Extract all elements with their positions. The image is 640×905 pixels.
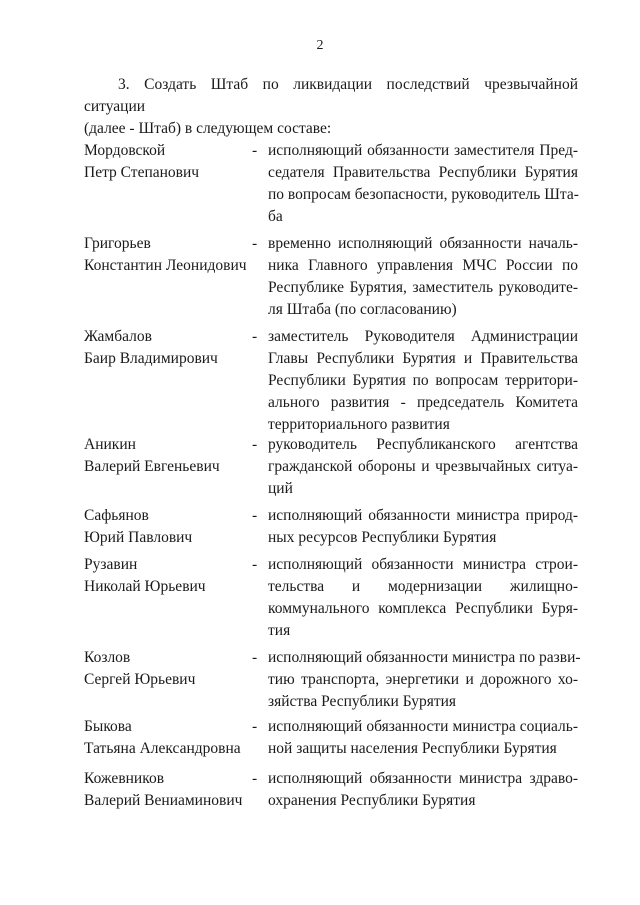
member-name [84,326,254,370]
member-name [84,233,254,277]
role-line: ального развития - председатель Комитета [268,394,578,411]
page-number: 2 [316,38,324,53]
intro-line-1: 3. Создать Штаб по ликвидации последствий чрезвычайной ситуации [84,76,578,115]
member-role [268,716,578,760]
member-dash: - [252,649,258,666]
role-line: по вопросам безопасности, руководитель Шта- [268,186,579,203]
member-name [84,554,254,598]
member-role [268,647,581,713]
role-line: охранения Республики Бурятия [268,792,476,809]
role-line: заместитель Руководителя Администрации [268,328,578,345]
role-line: ных ресурсов Республики Бурятия [268,529,497,546]
role-line: тельства и модернизации жилищно- [268,578,578,595]
member-role [268,233,578,321]
role-line: исполняющий обязанности заместителя Пред- [268,142,578,159]
role-line: исполняющий обязанности министра здраво- [268,770,578,787]
role-line: руководитель Республиканского агентства [268,436,578,453]
member-dash: - [252,328,258,345]
member-role [268,554,578,642]
member-dash: - [252,507,258,524]
member-role [268,768,578,812]
member-name [84,768,254,812]
member-surname: Рузавин [84,556,138,573]
member-dash: - [252,235,258,252]
member-given-names: Николай Юрьевич [84,578,206,595]
member-given-names: Валерий Евгеньевич [84,458,220,475]
member-dash: - [252,556,258,573]
member-surname: Мордовской [84,142,166,159]
intro-paragraph [84,74,578,140]
member-role [268,434,578,500]
role-line: ций [268,480,293,497]
role-line: исполняющий обязанности министра природ- [268,507,578,524]
role-line: тию транспорта, энергетики и дорожного хо- [268,671,578,688]
role-line: Республики Бурятия по вопросам территори- [268,372,578,389]
member-role [268,505,578,549]
role-line: гражданской обороны и чрезвычайных ситуа- [268,458,578,475]
member-surname: Козлов [84,649,131,666]
role-line: седателя Правительства Республики Бурятия [268,164,578,181]
role-line: исполняющий обязанности министра строи- [268,556,578,573]
role-line: исполняющий обязанности министра по разви- [268,649,581,666]
member-surname: Сафьянов [84,507,149,524]
role-line: Республике Бурятия, заместитель руководите- [268,279,578,296]
role-line: зяйства Республики Бурятия [268,693,457,710]
role-line: коммунального комплекса Республики Буря- [268,600,578,617]
member-dash: - [252,718,258,735]
member-given-names: Сергей Юрьевич [84,671,196,688]
member-surname: Жамбалов [84,328,152,345]
role-line: тия [268,622,291,639]
member-surname: Кожевников [84,770,165,787]
role-line: Главы Республики Бурятия и Правительства [268,350,578,367]
role-line: ба [268,208,283,225]
member-given-names: Петр Степанович [84,164,200,181]
member-given-names: Константин Леонидович [84,257,247,274]
member-name [84,647,254,691]
member-given-names: Валерий Вениаминович [84,792,243,809]
role-line: временно исполняющий обязанности началь- [268,235,578,252]
member-surname: Быкова [84,718,132,735]
member-dash: - [252,142,258,159]
role-line: ной защиты населения Республики Бурятия [268,740,557,757]
member-dash: - [252,436,258,453]
member-role [268,140,578,228]
role-line: ля Штаба (по согласованию) [268,301,457,318]
member-role [268,326,578,436]
member-name [84,716,254,760]
member-dash: - [252,770,258,787]
role-line: исполняющий обязанности министра социаль- [268,718,578,735]
role-line: ника Главного управления МЧС России по [268,257,578,274]
member-given-names: Баир Владимирович [84,350,218,367]
member-name [84,434,254,478]
member-surname: Аникин [84,436,136,453]
role-line: территориального развития [268,416,450,433]
member-given-names: Татьяна Александровна [84,740,241,757]
intro-line-2: (далее - Штаб) в следующем составе: [84,120,332,137]
member-surname: Григорьев [84,235,151,252]
member-name [84,140,254,184]
member-name [84,505,254,549]
member-given-names: Юрий Павлович [84,529,193,546]
